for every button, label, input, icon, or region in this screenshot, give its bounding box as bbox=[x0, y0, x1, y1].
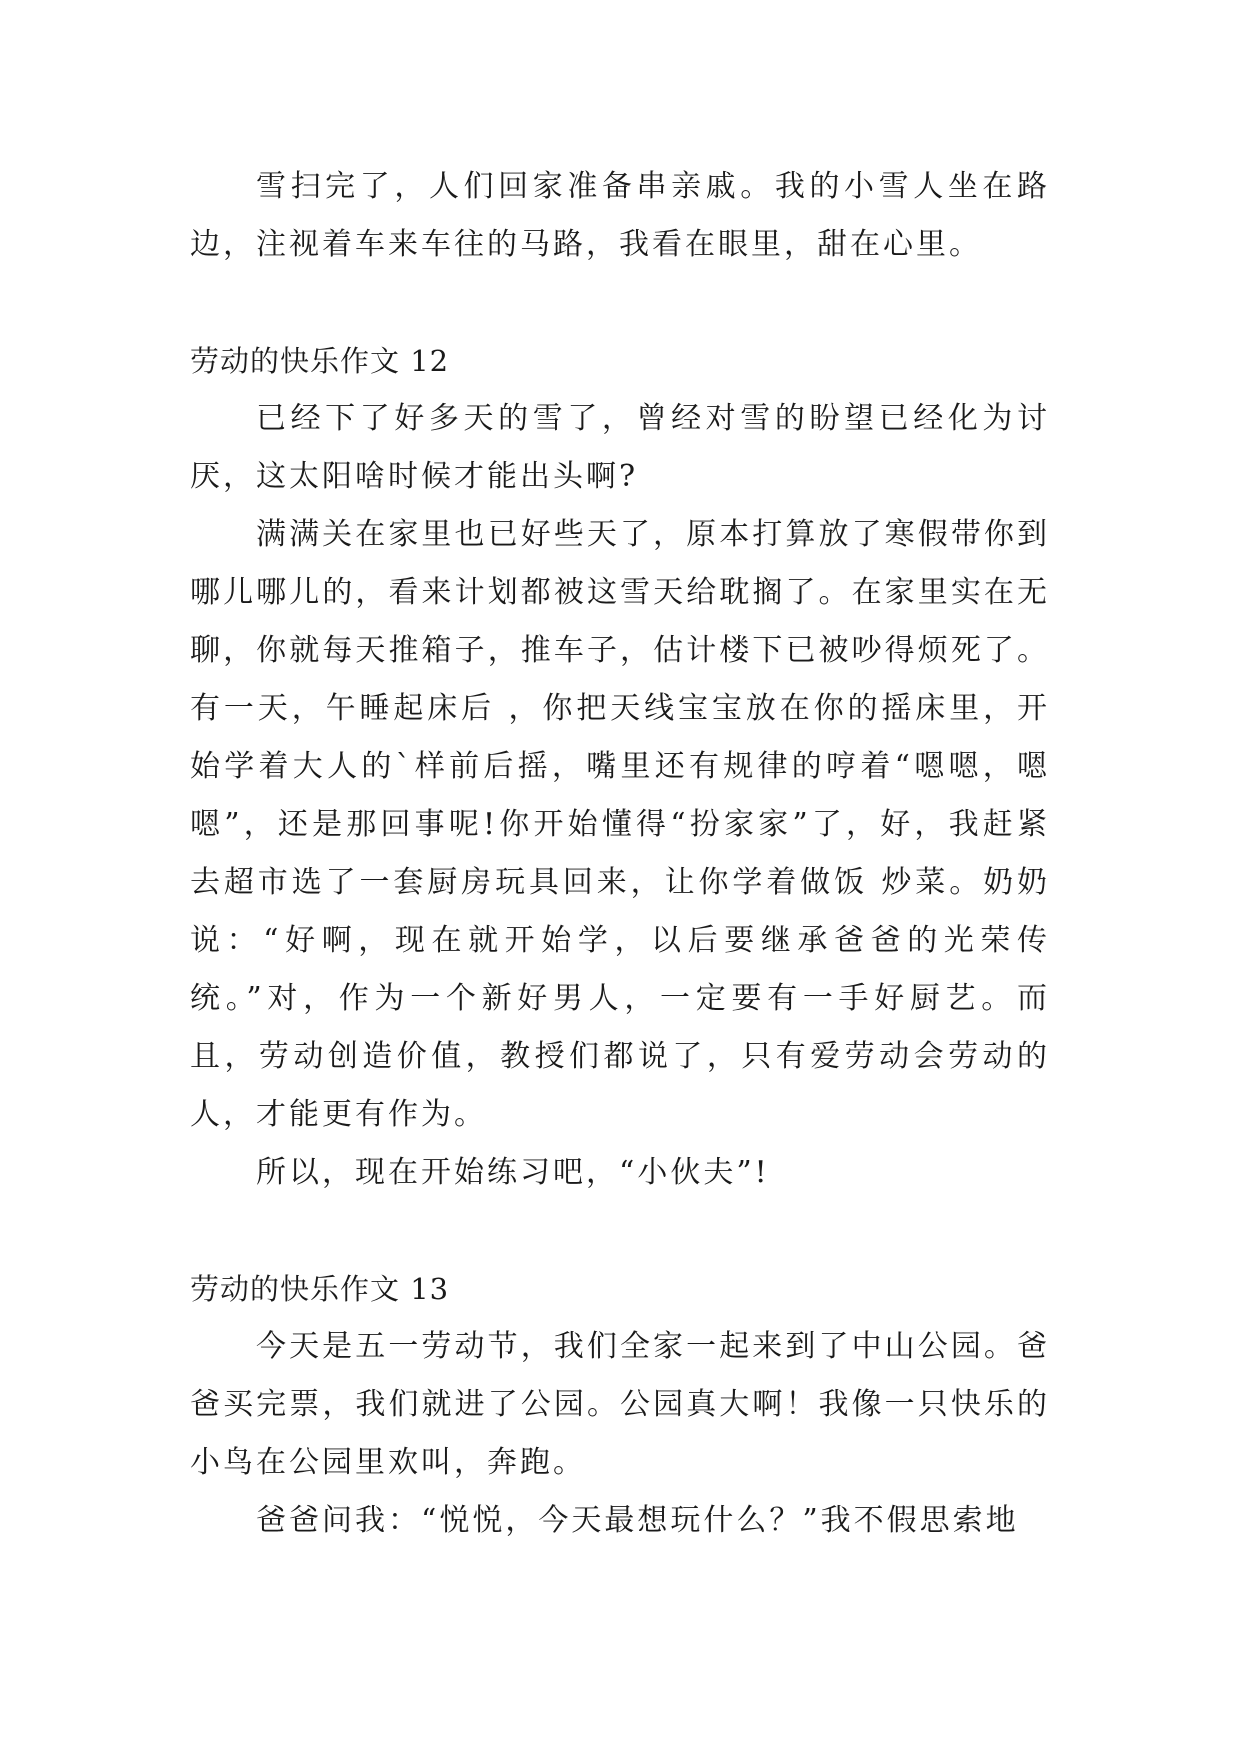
document-body bbox=[190, 158, 1050, 1550]
paragraph: 已经下了好多天的雪了，曾经对雪的盼望已经化为讨厌，这太阳啥时候才能出头啊? bbox=[190, 401, 1050, 494]
paragraph: 爸爸问我：“悦悦，今天最想玩什么？”我不假思索地 bbox=[256, 1503, 1019, 1538]
paragraph: 雪扫完了，人们回家准备串亲戚。我的小雪人坐在路边，注视着车来车往的马路，我看在眼里，甜在心里。 bbox=[190, 169, 1050, 262]
paragraph: 今天是五一劳动节，我们全家一起来到了中山公园。爸爸买完票，我们就进了公园。公园真大啊！我像一只快乐的小鸟在公园里欢叫，奔跑。 bbox=[190, 1329, 1050, 1480]
section-heading: 劳动的快乐作文 13 bbox=[190, 1272, 450, 1306]
section-heading: 劳动的快乐作文 12 bbox=[190, 344, 450, 378]
paragraph: 满满关在家里也已好些天了，原本打算放了寒假带你到哪儿哪儿的，看来计划都被这雪天给耽搁了。在家里实在无聊，你就每天推箱子，推车子，估计楼下已被吵得烦死了。有一天，午睡起床后 ，你把天线宝宝放在你的摇床里，开始学着大人的`样前后摇，嘴里还有规律的哼着“嗯嗯，嗯嗯”，还是那回事呢!你开始懂得“扮家家”了，好，我赶紧去超市选了一套厨房玩具回来，让你学着做饭 炒菜。奶奶说：“好啊，现在就开始学，以后要继承爸爸的光荣传统。”对，作为一个新好男人，一定要有一手好厨艺。而且，劳动创造价值，教授们都说了，只有爱劳动会劳动的人，才能更有作为。 bbox=[190, 517, 1050, 1132]
paragraph: 所以，现在开始练习吧，“小伙夫”! bbox=[256, 1155, 770, 1190]
